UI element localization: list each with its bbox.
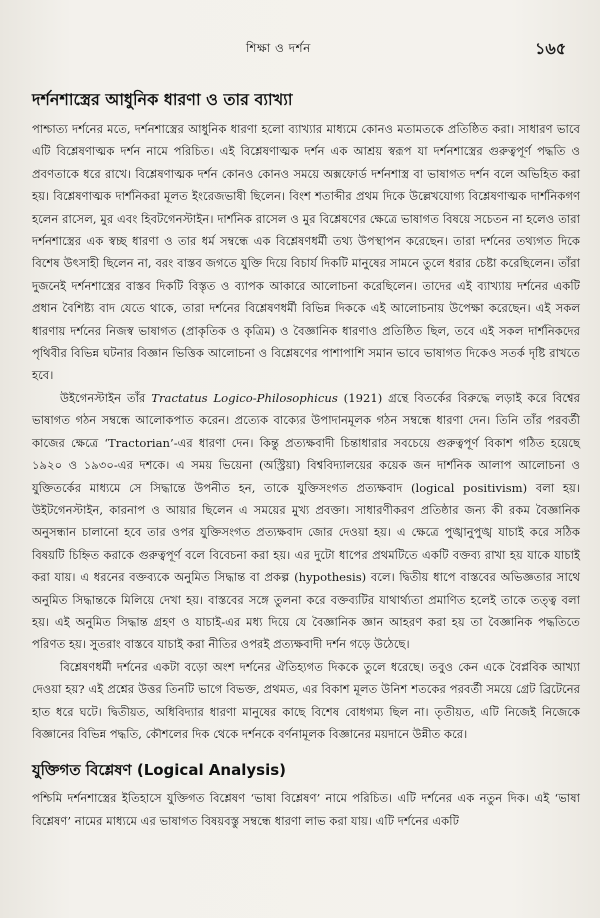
running-head: শিক্ষা ও দর্শন [246,41,311,55]
paragraph-2 [32,387,580,656]
paragraph-2-text-a: উইগেনস্টাইন তাঁর [60,390,152,405]
page-content [32,88,580,832]
section-heading: দর্শনশাস্ত্রের আধুনিক ধারণা ও তার ব্যাখ্যা [32,90,293,109]
paragraph-3: বিশ্লেষণধর্মী দর্শনের একটা বড়ো অংশ দর্শনের ঐতিহ্যগত দিককে তুলে ধরেছে। তবুও কেন একে বৈপ্লবিক আখ্যা দেওয়া হয়? এই প্রশ্নের উত্তর তিনটি ভাগে বিভক্ত, প্রথমত, এর বিকাশ মূলত উনিশ শতকের পরবর্তী সময়ে গ্রেট ব্রিটেনের হাত ধরে ঘটে। দ্বিতীয়ত, অধিবিদ্যার ধারণা মানুষের কাছে বিশেষ বোধগম্য ছিল না। তৃতীয়ত, এটি নিজেই নিজেকে বিজ্ঞানের বিভিন্ন পদ্ধতি, কৌশলের দিক থেকে দর্শনকে বর্ণনামূলক বিজ্ঞানের ময়দানে উন্নীত করে। [32,659,581,741]
paragraph-4: পশ্চিমি দর্শনশাস্ত্রের ইতিহাসে যুক্তিগত বিশ্লেষণ ‘ভাষা বিশ্লেষণ’ নামে পরিচিত। এটি দর্শনের এক নতুন দিক। এই ‘ভাষা বিশ্লেষণ’ নামের মাধ্যমে এর ভাষাগত বিষয়বস্তু সম্বন্ধে ধারণা লাভ করা যায়। এটি দর্শনের একটি [32,791,580,828]
paragraph-1: পাশ্চাত্য দর্শনের মতে, দর্শনশাস্ত্রের আধুনিক ধারণা হলো ব্যাখ্যার মাধ্যমে কোনও মতামতকে প্রতিষ্ঠিত করা। সাধারণ ভাবে এটি বিশ্লেষণাত্মক দর্শন নামে পরিচিত। এই বিশ্লেষণাত্মক দর্শন এক আশ্রয় স্বরূপ যা দর্শনশাস্ত্রের গুরুত্বপূর্ণ পদ্ধতি ও প্রবণতাকে ধরে রাখে। বিশ্লেষণাত্মক দর্শন কোনও কোনও সময়ে অক্সফোর্ড দর্শনশাস্ত্র বা ভাষাগত দর্শন বলে অভিহিত করা হয়। বিশ্লেষণাত্মক দার্শনিকরা মূলত ইংরেজভাষী ছিলেন। বিংশ শতাব্দীর প্রথম দিকে উল্লেখযোগ্য বিশ্লেষণাত্মক দার্শনিকগণ হলেন রাসেল, মুর এবং হিবটগেনস্টাইন। দার্শনিক রাসেল ও মুর বিশ্লেষণের ক্ষেত্রে ভাষাগত বিষয়ে সচেতন না হলেও তারা দর্শনশাস্ত্রের এক স্বচ্ছ ধারণা ও তার ধর্ম সম্বন্ধে এক বিশ্লেষণধর্মী তথ্য উপস্থাপন করেছেন। তারা দর্শনের তথ্যগত দিকে বিশেষ উৎসাহী ছিলেন না, বরং বাস্তব জগতে যুক্তি দিয়ে বিচার্য দিকটি মানুষের সামনে তুলে ধরার চেষ্টা করেছিলেন। তাঁরা দুজনেই দর্শনশাস্ত্রের বাস্তব দিকটি বিস্তৃত ও ব্যাপক আকারে আলোচনা করেছিলেন। তাদের এই ব্যাখ্যায় দর্শনের একটি প্রধান বৈশিষ্ট্য বাদ যেতে থাকে, তারা দর্শনের বিশ্লেষণধর্মী বিভিন্ন দিককে এই আলোচনায় উপেক্ষা করেছেন। এই সকল ধারণায় দর্শনের নিজস্ব ভাষাগত (প্রাকৃতিক ও কৃত্রিম) ও বৈজ্ঞানিক ধারণাও প্রতিষ্ঠিত ছিল, তবে এই সকল দার্শনিকদের পৃথিবীর বিভিন্ন ঘটনার বিজ্ঞান ভিত্তিক আলোচনা ও বিশ্লেষণের পাশাপাশি সমান ভাবে ভাষাগত দিকেও সতর্ক দৃষ্টি রাখতে হবে। [32,122,581,383]
book-title-italic: Tractatus Logico-Philosophicus [151,390,338,405]
paragraph-2-text-b: (1921) গ্রন্থে বিতর্কের বিরুদ্ধে লড়াই করে বিশ্বের ভাষাগত গঠন সম্বন্ধে আলোকপাত করেন। প্রত্যেক বাক্যের উপাদানমূলক গঠন সম্বন্ধে ধারণা দেন। তিনি তাঁর পরবর্তী কাজের ক্ষেত্রে ‘Tractorian’-এর ধারণা দেন। কিন্তু প্রত্যক্ষবাদী চিন্তাধারার সবচেয়ে গুরুত্বপূর্ণ বিকাশ গঠিত হয়েছে ১৯২০ ও ১৯৩০-এর দশকে। এ সময় ভিয়েনা (অস্ট্রিয়া) বিশ্ববিদ্যালয়ের কয়েক জন দার্শনিক আলাপ আলোচনা ও যুক্তিতর্কের মাধ্যমে সে সিদ্ধান্তে উপনীত হন, তাকে যুক্তিসংগত প্রত্যক্ষবাদ (logical positivism) বলা হয়। উইটগেনস্টাইন, কারনাপ ও আয়ার ছিলেন এ সময়ের মুখ্য প্রবক্তা। সাধারণীকরণ প্রতিষ্ঠার জন্য কী রকম বৈজ্ঞানিক অনুসন্ধান চালানো হবে তার ওপর যুক্তিসংগত প্রত্যক্ষবাদ জোর দেওয়া হয়। এ ক্ষেত্রে পুঙ্খানুপুঙ্খ যাচাই করে সঠিক বিষয়টি চিহ্নিত করাকে গুরুত্বপূর্ণ বলে বিবেচনা করা হয়। এর দুটো ধাপের প্রথমটিতে একটি বক্তব্য রাখা হয় যাকে যাচাই করা যায়। এ ধরনের বক্তব্যকে অনুমিত সিদ্ধান্ত বা প্রকল্প (hypothesis) বলে। দ্বিতীয় ধাপে বাস্তবের অভিজ্ঞতার সাথে অনুমিত সিদ্ধান্তকে মিলিয়ে দেখা হয়। বাস্তবের সঙ্গে তুলনা করে বক্তব্যটির যাথার্থ্যতা প্রমাণিত হলেই তাকে তত্ত্ব বলা হয়। এই অনুমিত সিদ্ধান্ত গ্রহণ ও যাচাই-এর মধ্য দিয়ে যে বৈজ্ঞানিক জ্ঞান আহরণ করা হয় তা বৈজ্ঞানিক পদ্ধতিতে পরিণত হয়। সুতরাং বাস্তবে যাচাই করা নীতির ওপরই প্রত্যক্ষবাদী দর্শন গড়ে উঠেছে। [32,390,581,652]
page-number: ১৬৫ [535,39,567,58]
subsection-heading: যুক্তিগত বিশ্লেষণ (Logical Analysis) [32,761,286,780]
